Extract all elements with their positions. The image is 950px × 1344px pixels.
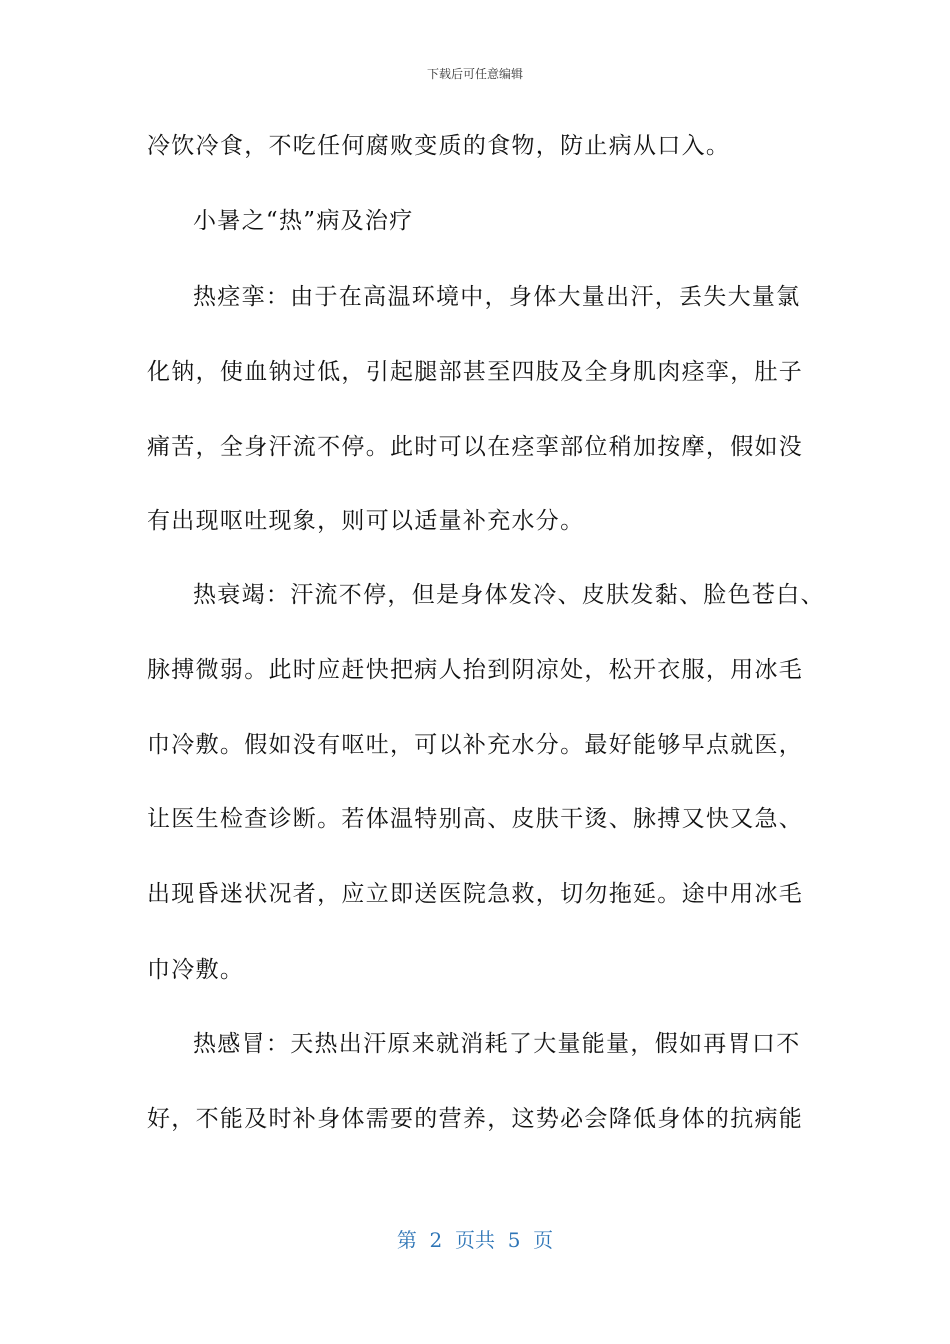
text-line: 热痉挛：由于在高温环境中，身体大量出汗，丢失大量氯 bbox=[193, 284, 801, 310]
section-heading: 小暑之“热”病及治疗 bbox=[193, 208, 414, 234]
text-line: 脉搏微弱。此时应赶快把病人抬到阴凉处，松开衣服，用冰毛 bbox=[147, 657, 804, 683]
text-line: 化钠，使血钠过低，引起腿部甚至四肢及全身肌肉痉挛，肚子 bbox=[147, 359, 804, 385]
page-number-footer: 第 2 页共 5 页 bbox=[396, 1228, 554, 1252]
text-line: 好，不能及时补身体需要的营养，这势必会降低身体的抗病能 bbox=[147, 1106, 804, 1132]
text-line: 热衰竭：汗流不停，但是身体发冷、皮肤发黏、脸色苍白、 bbox=[193, 582, 825, 608]
text-line: 有出现呕吐现象，则可以适量补充水分。 bbox=[147, 508, 585, 534]
text-line: 巾冷敷。假如没有呕吐，可以补充水分。最好能够早点就医， bbox=[147, 732, 804, 758]
text-line: 痛苦，全身汗流不停。此时可以在痉挛部位稍加按摩，假如没 bbox=[147, 434, 804, 460]
page-header: 下载后可任意编辑 bbox=[426, 67, 523, 81]
text-line: 冷饮冷食，不吃任何腐败变质的食物，防止病从口入。 bbox=[147, 133, 731, 159]
text-line: 出现昏迷状况者，应立即送医院急救，切勿拖延。途中用冰毛 bbox=[147, 881, 804, 907]
text-line: 热感冒：天热出汗原来就消耗了大量能量，假如再胃口不 bbox=[193, 1031, 801, 1057]
text-line: 让医生检查诊断。若体温特别高、皮肤干烫、脉搏又快又急、 bbox=[147, 806, 804, 832]
text-line: 巾冷敷。 bbox=[147, 957, 245, 983]
